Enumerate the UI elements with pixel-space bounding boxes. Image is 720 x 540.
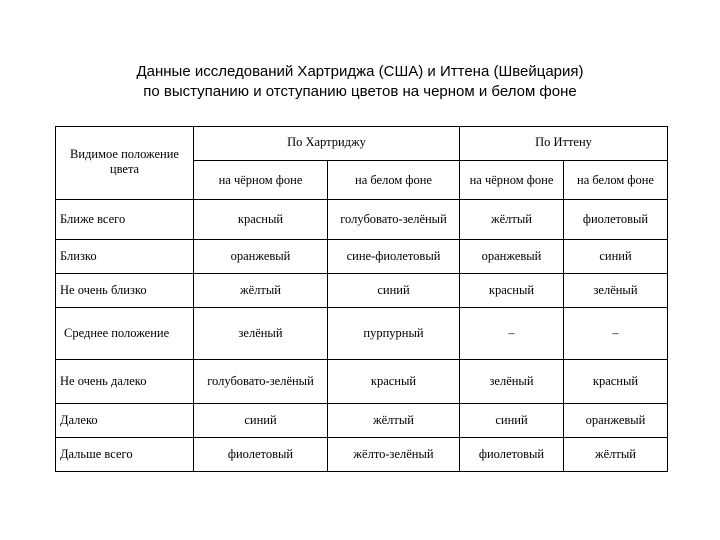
table-cell: зелёный: [564, 274, 668, 308]
group-header-hartridge: По Хартриджу: [194, 127, 460, 161]
table-row: [56, 274, 668, 308]
row-label: Дальше всего: [56, 438, 194, 472]
table-cell: фиолетовый: [194, 438, 328, 472]
table-row: [56, 404, 668, 438]
table-cell: оранжевый: [194, 240, 328, 274]
table-cell: пурпурный: [328, 308, 460, 360]
title-line-2: по выступанию и отступанию цветов на черном и белом фоне: [143, 83, 577, 100]
sub-header-hartridge-black: на чёрном фоне: [194, 161, 328, 200]
table-cell: жёлтый: [460, 200, 564, 240]
row-label: Ближе всего: [56, 200, 194, 240]
table-cell: голубовато-зелёный: [328, 200, 460, 240]
table-cell: жёлтый: [328, 404, 460, 438]
table-cell: оранжевый: [460, 240, 564, 274]
table-row: [56, 360, 668, 404]
row-label: Не очень близко: [56, 274, 194, 308]
table-cell: –: [460, 308, 564, 360]
table-cell: жёлто-зелёный: [328, 438, 460, 472]
table-cell: красный: [194, 200, 328, 240]
page-title: [0, 62, 720, 102]
table-cell: синий: [328, 274, 460, 308]
sub-header-itten-white: на белом фоне: [564, 161, 668, 200]
row-label: Не очень далеко: [56, 360, 194, 404]
table-cell: жёлтый: [194, 274, 328, 308]
table-cell: жёлтый: [564, 438, 668, 472]
table-cell: фиолетовый: [564, 200, 668, 240]
table-cell: красный: [460, 274, 564, 308]
sub-header-itten-black: на чёрном фоне: [460, 161, 564, 200]
corner-header: Видимое положение цвета: [56, 127, 194, 200]
sub-header-hartridge-white: на белом фоне: [328, 161, 460, 200]
table-cell: оранжевый: [564, 404, 668, 438]
table-cell: фиолетовый: [460, 438, 564, 472]
group-header-itten: По Иттену: [460, 127, 668, 161]
header-row-groups: [56, 127, 668, 161]
table-cell: синий: [460, 404, 564, 438]
table-row: [56, 438, 668, 472]
table-cell: сине-фиолетовый: [328, 240, 460, 274]
table-cell: синий: [564, 240, 668, 274]
row-label: Среднее положение: [56, 308, 194, 360]
table-row: [56, 240, 668, 274]
table-cell: –: [564, 308, 668, 360]
table-cell: зелёный: [460, 360, 564, 404]
row-label: Далеко: [56, 404, 194, 438]
table-cell: красный: [328, 360, 460, 404]
table-cell: красный: [564, 360, 668, 404]
table-cell: синий: [194, 404, 328, 438]
color-position-table: [55, 126, 668, 472]
table-row: [56, 200, 668, 240]
row-label: Близко: [56, 240, 194, 274]
table-cell: зелёный: [194, 308, 328, 360]
title-line-1: Данные исследований Хартриджа (США) и Иттена (Швейцария): [136, 63, 584, 80]
table-row: [56, 308, 668, 360]
table-cell: голубовато-зелёный: [194, 360, 328, 404]
